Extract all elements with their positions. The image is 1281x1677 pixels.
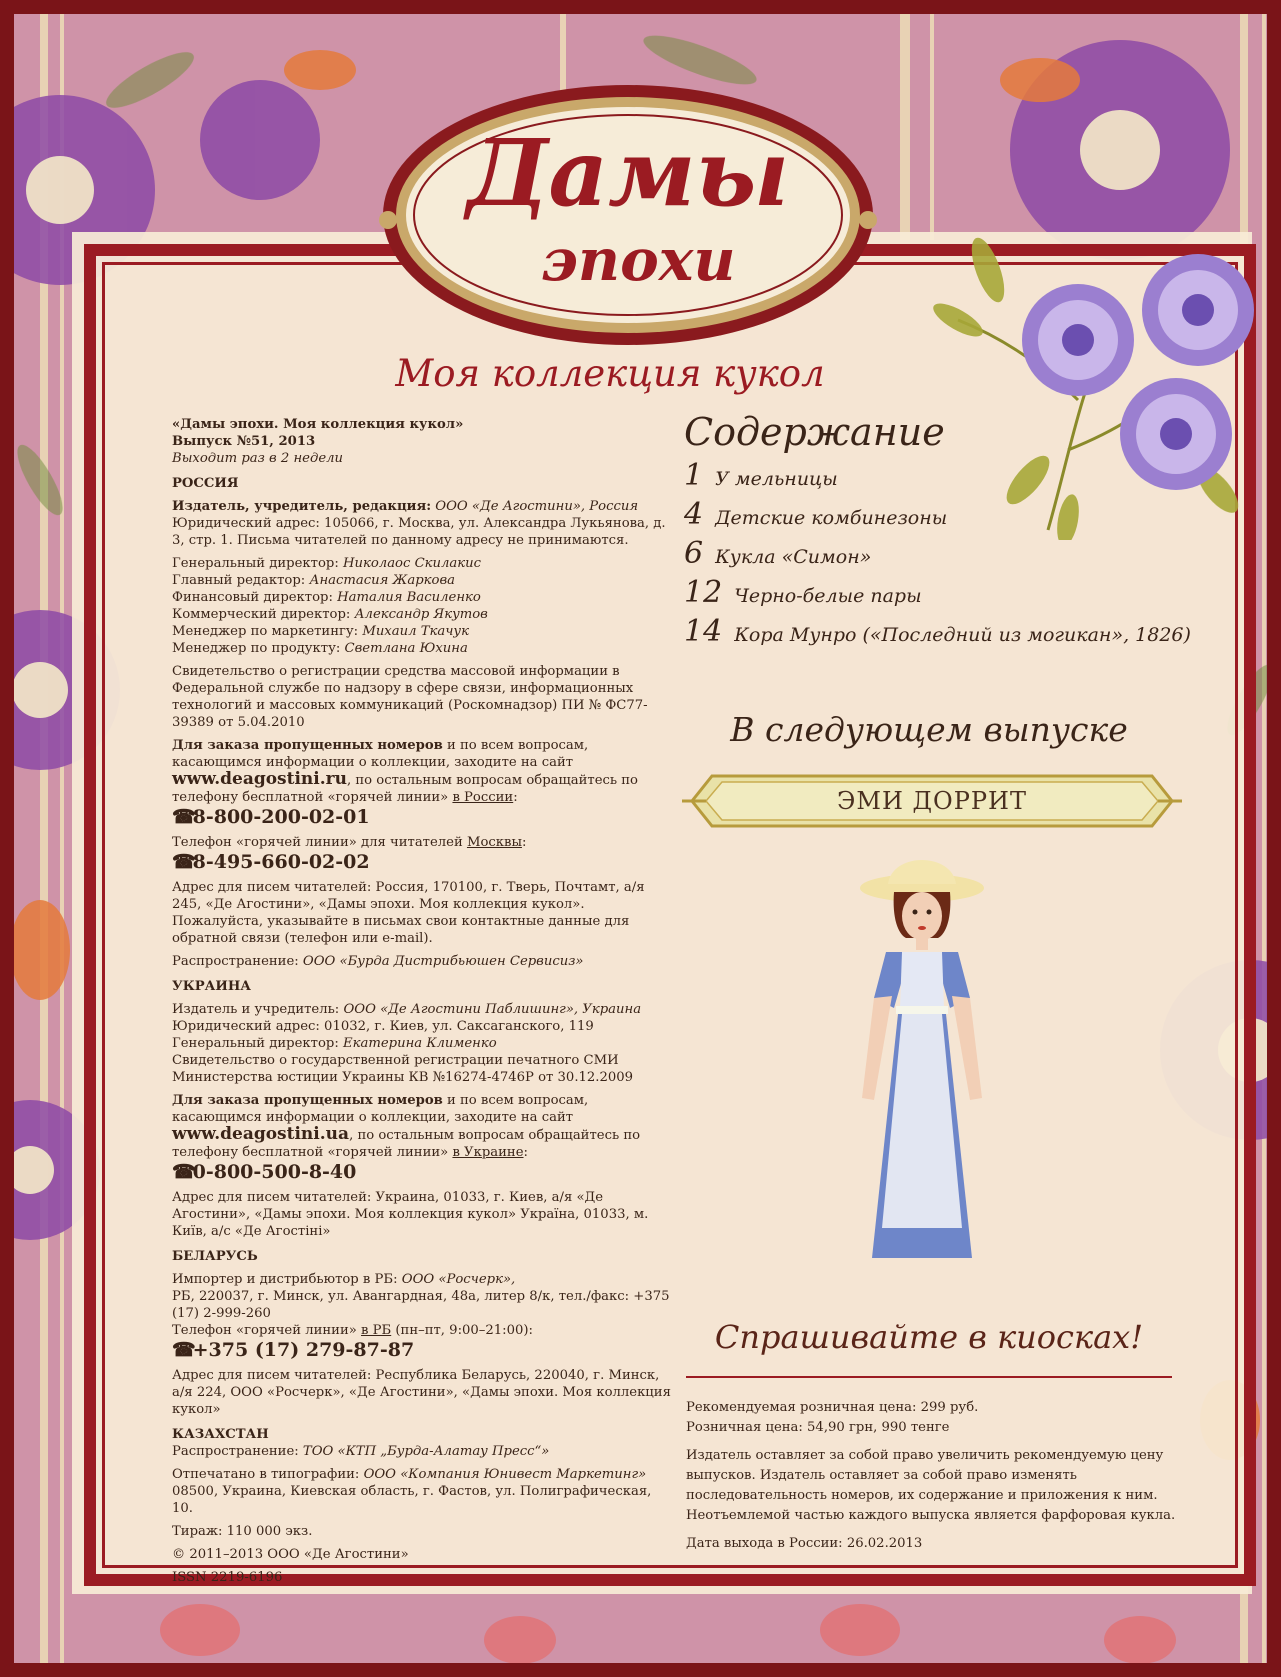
phone-icon: ☎ — [172, 1161, 196, 1183]
ru-order-text: и по всем вопросам, касающимся информации о коллекции, заходите на сайт — [172, 738, 589, 770]
retail-price: Розничная цена: 54,90 грн, 990 тенге — [686, 1420, 950, 1435]
doll-image — [822, 848, 1022, 1298]
phone-icon: ☎ — [172, 806, 196, 828]
pricing-block — [686, 1398, 1176, 1562]
ru-order-link: в России — [452, 790, 514, 805]
ru-distribution-value: ООО «Бурда Дистрибьюшен Сервисиз» — [302, 954, 584, 969]
staff-list: Генеральный директор: Николаос Скилакис Главный редактор: Анастасия Жаркова Финансовый директор: Наталия Василенко Коммерческий директор: Александр Якутов Менеджер по маркетингу: Михаил Ткачук Менеджер по продукту: Светлана Юхина — [172, 556, 488, 656]
divider — [686, 1376, 1172, 1378]
toc-item: 1 У мельницы — [684, 458, 838, 493]
copyright: © 2011–2013 ООО «Де Агостини» — [172, 1547, 409, 1562]
recommended-price: Рекомендуемая розничная цена: 299 руб. — [686, 1400, 979, 1415]
toc-item: 14 Кора Мунро («Последний из могикан», 1826) — [684, 614, 1191, 649]
imprint-column: «Дамы эпохи. Моя коллекция кукол» Выпуск №51, 2013 Выходит раз в 2 недели РОССИЯ Издатель, учредитель, редакция: ООО «Де Агостини», Россия Юридический адрес: 105066, г. Москва, ул. Александра Лукьянова, д. 3, стр. 1. Письма читателей по данному адресу не принимаются. Генеральный директор: Николаос Скилакис Главный редактор: Анастасия Жаркова Финансовый директор: Наталия Василенко Коммерческий директор: Александр Якутов Менеджер по маркетингу: Михаил Ткачук Менеджер по продукту: Светлана Юхина Свидетельство о регистрации средства массовой информации в Федеральной службе по надзору в сфере связи, информационных технологий и массовых коммуникаций (Роскомнадзор) ПИ № ФС77-39389 от 5.04.2010 Для заказа пропущенных номеров и по всем вопросам, касающимся информации о коллекции, заходите на сайт www.deagostini.ru, по остальным вопросам обращайтесь по телефону бесплатной «горячей линии» в России: ☎ 8-800-200-02-01 Телефон «горячей линии» для читателей Москвы: ☎ 8-495-660-02-02 Адрес для писем читателей: Россия, 170100, г. Тверь, Почтамт, а/я 245, «Де Агостини», «Дамы эпохи. Моя коллекция кукол». Пожалуйста, указывайте в письмах свои контактные данные для обратной связи (телефон или e-mail). Распространение: ООО «Бурда Дистрибьюшен Сервисиз» УКРАИНА Издатель и учредитель: ООО «Де Агостини Паблишинг», Украина Юридический адрес: 01032, г. Киев, ул. Саксаганского, 119 Генеральный директор: Екатерина Клименко Свидетельство о государственной регистрации печатного СМИ Министерства юстиции Украины КВ №16274-4746Р от 30.12.2009 Для заказа пропущенных номеров и по всем вопросам, касающимся информации о коллекции, заходите на сайт www.deagostini.ua, по остальным вопросам обращайтесь по телефону бесплатной «горячей линии» в Украине: ☎ 0-800-500-8-40 Адрес для писем читателей: Украина, 01033, г. Киев, а/я «Де Агостини», «Дамы эпохи. Моя коллекция кукол» Україна, 01033, м. Київ, а/с «Де Агостіні» БЕЛАРУСЬ Импортер и дистрибьютор в РБ: ООО «Росчерк», РБ, 220037, г. Минск, ул. Авангардная, 48а, литер 8/к, тел./факс: +375 (17) 2-999-260 Телефон «горячей линии» в РБ (пн–пт, 9:00–21:00): ☎ +375 (17) 279-87-87 Адрес для писем читателей: Республика Беларусь, 220040, г. Минск, а/я 224, ООО «Росчерк», «Де Агостини», «Дамы эпохи. Моя коллекция кукол» КАЗАХСТАН Распространение: ТОО «КТП „Бурда-Алатау Пресс“» Отпечатано в типографии: ООО «Компания Юнивест Маркетинг» 08500, Украина, Киевская область, г. Фастов, ул. Полиграфическая, 10. Тираж: 110 000 экз. © 2011–2013 ООО «Де Агостини» ISSN 2219-6196 — [172, 417, 671, 1585]
phone-icon: ☎ — [172, 1339, 196, 1361]
by-letters: Адрес для писем читателей: Республика Беларусь, 220040, г. Минск, а/я 224, ООО «Росчерк», «Де Агостини», «Дамы эпохи. Моя коллекция кукол» — [172, 1368, 671, 1417]
ua-letters: Адрес для писем читателей: Украина, 01033, г. Киев, а/я «Де Агостини», «Дамы эпохи. Моя коллекция кукол» Україна, 01033, м. Київ, а/с «Де Агостіні» — [172, 1190, 649, 1239]
by-hotline: ☎ +375 (17) 279-87-87 — [172, 1339, 415, 1361]
frequency: Выходит раз в 2 недели — [172, 451, 344, 466]
issn: ISSN 2219-6196 — [172, 1570, 283, 1585]
ru-address: Юридический адрес: 105066, г. Москва, ул. Александра Лукьянова, д. 3, стр. 1. Письма читателей по данному адресу не принимаются. — [172, 516, 666, 548]
ru-publisher-label: Издатель, учредитель, редакция: — [172, 499, 432, 514]
toc-item: 12 Черно-белые пары — [684, 575, 922, 610]
next-issue-title: В следующем выпуске — [730, 710, 1128, 749]
region-ukraine: УКРАИНА — [172, 979, 252, 994]
doll-name: ЭМИ ДОРРИТ — [837, 787, 1027, 815]
table-of-contents — [684, 410, 1224, 653]
ru-hotline: ☎ 8-800-200-02-01 — [172, 806, 370, 828]
region-kazakhstan: КАЗАХСТАН — [172, 1427, 269, 1442]
region-russia: РОССИЯ — [172, 476, 239, 491]
moscow-text: Телефон «горячей линии» для читателей — [172, 835, 467, 850]
ru-site-link[interactable]: www.deagostini.ru — [172, 769, 347, 789]
moscow-hotline: ☎ 8-495-660-02-02 — [172, 851, 370, 873]
doll-name-banner — [682, 770, 1182, 832]
ru-registration: Свидетельство о регистрации средства массовой информации в Федеральной службе по надзору в сфере связи, информационных технологий и массовых коммуникаций (Роскомнадзор) ПИ № ФС77-39389 от 5.04.2010 — [172, 664, 648, 730]
ru-order-text2: , по остальным вопросам обращайтесь по телефону бесплатной «горячей линии» — [172, 773, 638, 805]
ru-publisher-value: ООО «Де Агостини», Россия — [435, 499, 639, 514]
ua-site-link[interactable]: www.deagostini.ua — [172, 1124, 350, 1144]
collection-subtitle: Моя коллекция кукол — [395, 352, 825, 395]
ask-at-kiosks: Спрашивайте в киосках! — [714, 1318, 1144, 1356]
circulation: Тираж: 110 000 экз. — [172, 1524, 313, 1539]
ru-letters: Адрес для писем читателей: Россия, 170100, г. Тверь, Почтамт, а/я 245, «Де Агостини», «Дамы эпохи. Моя коллекция кукол». Пожалуйста, указывайте в письмах свои контактные данные для обратной связи (телефон или e-mail). — [172, 880, 645, 946]
toc-item: 6 Кукла «Симон» — [684, 536, 872, 571]
ua-hotline: ☎ 0-800-500-8-40 — [172, 1161, 357, 1183]
issue-number: Выпуск №51, 2013 — [172, 434, 316, 449]
toc-item: 4 Детские комбинезоны — [684, 497, 948, 532]
ru-order-bold: Для заказа пропущенных номеров — [172, 738, 443, 753]
ru-distribution-label: Распространение: — [172, 954, 299, 969]
release-date: Дата выхода в России: 26.02.2013 — [686, 1536, 923, 1551]
logo-line2: эпохи — [540, 226, 736, 294]
moscow-link: Москвы — [466, 835, 522, 850]
rights-notice: Издатель оставляет за собой право увеличить рекомендуемую цену выпусков. Издатель оставляет за собой право изменять последовательность номеров, их содержание и приложения к ним. Неотъемлемой частью каждого выпуска является фарфоровая кукла. — [686, 1448, 1176, 1523]
logo-badge — [378, 80, 878, 350]
toc-title: Содержание — [684, 410, 945, 454]
phone-icon: ☎ — [172, 851, 196, 873]
logo-line1: Дамы — [466, 119, 790, 227]
region-belarus: БЕЛАРУСЬ — [172, 1249, 258, 1264]
imprint-title: «Дамы эпохи. Моя коллекция кукол» — [172, 417, 464, 432]
